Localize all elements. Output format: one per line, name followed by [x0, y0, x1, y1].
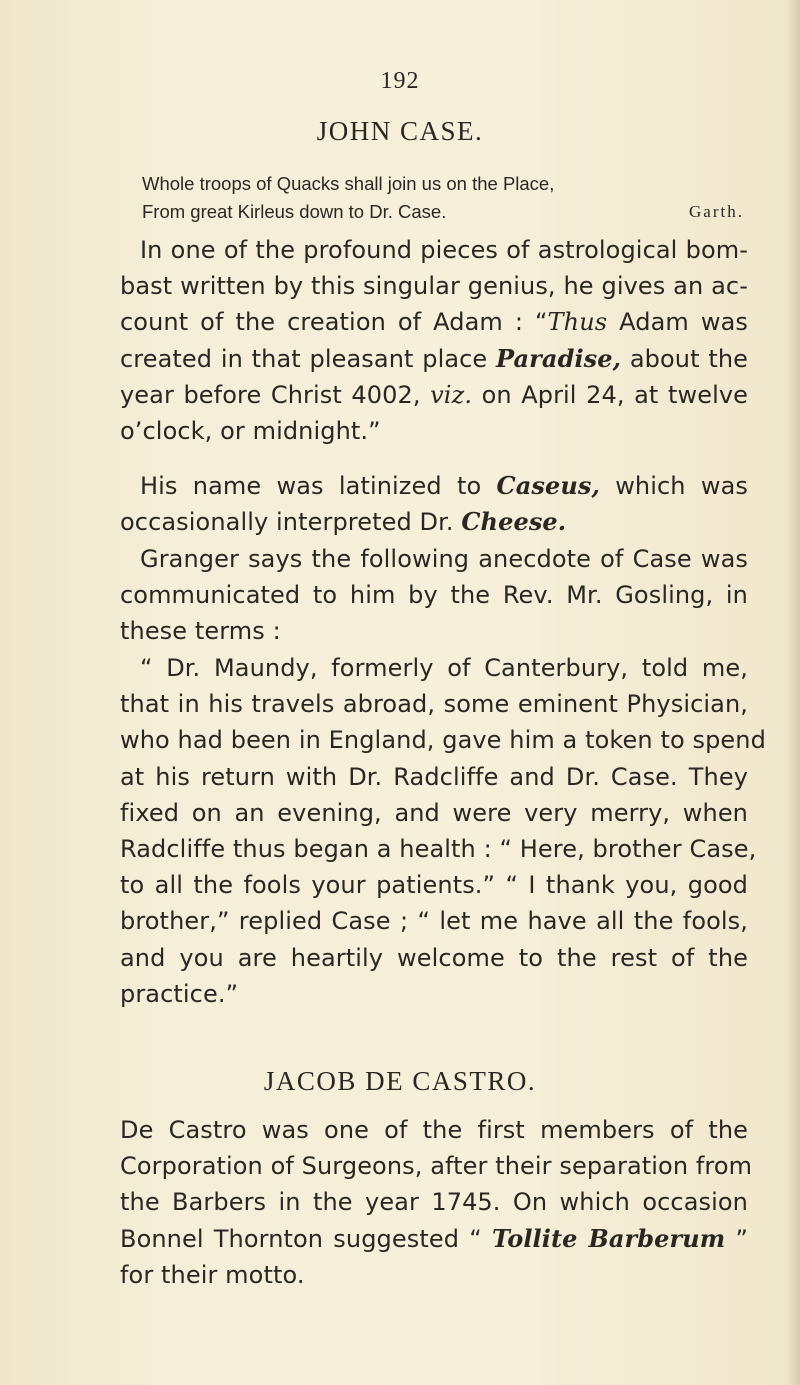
page-number: 192 — [380, 68, 420, 94]
text-line: and you are heartily welcome to the rest of the — [120, 943, 748, 972]
text-line: Radcliffe thus began a health : “ Here, brother Case, — [120, 835, 757, 864]
text-line: count of the creation of Adam : “Thus Adam was — [120, 308, 748, 337]
italic-cheese: Cheese. — [461, 507, 567, 537]
text-line: created in that pleasant place Paradise, about the — [120, 343, 749, 373]
text-line: His name was latinized to Caseus, which was — [140, 471, 749, 500]
italic-thus: Thus — [547, 308, 608, 337]
text-line: communicated to him by the Rev. Mr. Gosling, in — [120, 581, 748, 610]
paragraph-de-castro — [120, 1112, 753, 1293]
section-heading-john-case: JOHN CASE. — [316, 116, 484, 146]
text-line: for their motto. — [120, 1260, 305, 1289]
paragraph-anecdote — [120, 650, 766, 1012]
italic-viz: viz. — [430, 380, 473, 409]
text-line: these terms : — [120, 617, 281, 646]
epigraph — [142, 170, 744, 226]
text-line: practice.” — [120, 979, 239, 1008]
text-line: “ Dr. Maundy, formerly of Canterbury, told me, — [140, 654, 748, 682]
text-line: occasionally interpreted Dr. Cheese. — [120, 507, 567, 537]
section-heading-jacob-de-castro: JACOB DE CASTRO. — [263, 1066, 537, 1096]
paragraph-caseus — [120, 468, 748, 540]
text-line: brother,” replied Case ; “ let me have all the fools, — [120, 907, 748, 936]
italic-paradise: Paradise, — [496, 343, 622, 373]
text-line: to all the fools your patients.” “ I thank you, good — [120, 871, 748, 900]
text-line: who had been in England, gave him a token to spend — [120, 726, 766, 755]
text-line: De Castro was one of the first members of the — [120, 1116, 748, 1144]
text-line: at his return with Dr. Radcliffe and Dr. Case. They — [120, 762, 748, 791]
text-line: o’clock, or midnight.” — [120, 417, 381, 446]
text-line: In one of the profound pieces of astrological bom- — [140, 236, 748, 264]
text-line: that in his travels abroad, some eminent Physician, — [120, 690, 748, 719]
text-line: Bonnel Thornton suggested “ Tollite Barberum ” — [120, 1223, 748, 1253]
text-line: the Barbers in the year 1745. On which occasion — [120, 1188, 748, 1217]
italic-tollite-barberum: Tollite Barberum — [492, 1223, 726, 1253]
paragraph-granger — [120, 541, 748, 650]
text-line: Granger says the following anecdote of Case was — [140, 545, 748, 573]
paragraph-creation-of-adam — [120, 232, 748, 449]
epigraph-attribution: Garth. — [689, 202, 744, 221]
epigraph-line-1: Whole troops of Quacks shall join us on the Place, — [142, 173, 555, 194]
page-edge-shadow — [786, 0, 800, 1385]
italic-caseus: Caseus, — [496, 471, 600, 500]
text-line: year before Christ 4002, viz. on April 24, at twelve — [120, 380, 749, 409]
text-line: bast written by this singular genius, he gives an ac- — [120, 272, 748, 301]
text-line: fixed on an evening, and were very merry, when — [120, 798, 748, 827]
text-line: Corporation of Surgeons, after their separation from — [120, 1152, 753, 1181]
epigraph-line-2: From great Kirleus down to Dr. Case. — [142, 201, 447, 222]
